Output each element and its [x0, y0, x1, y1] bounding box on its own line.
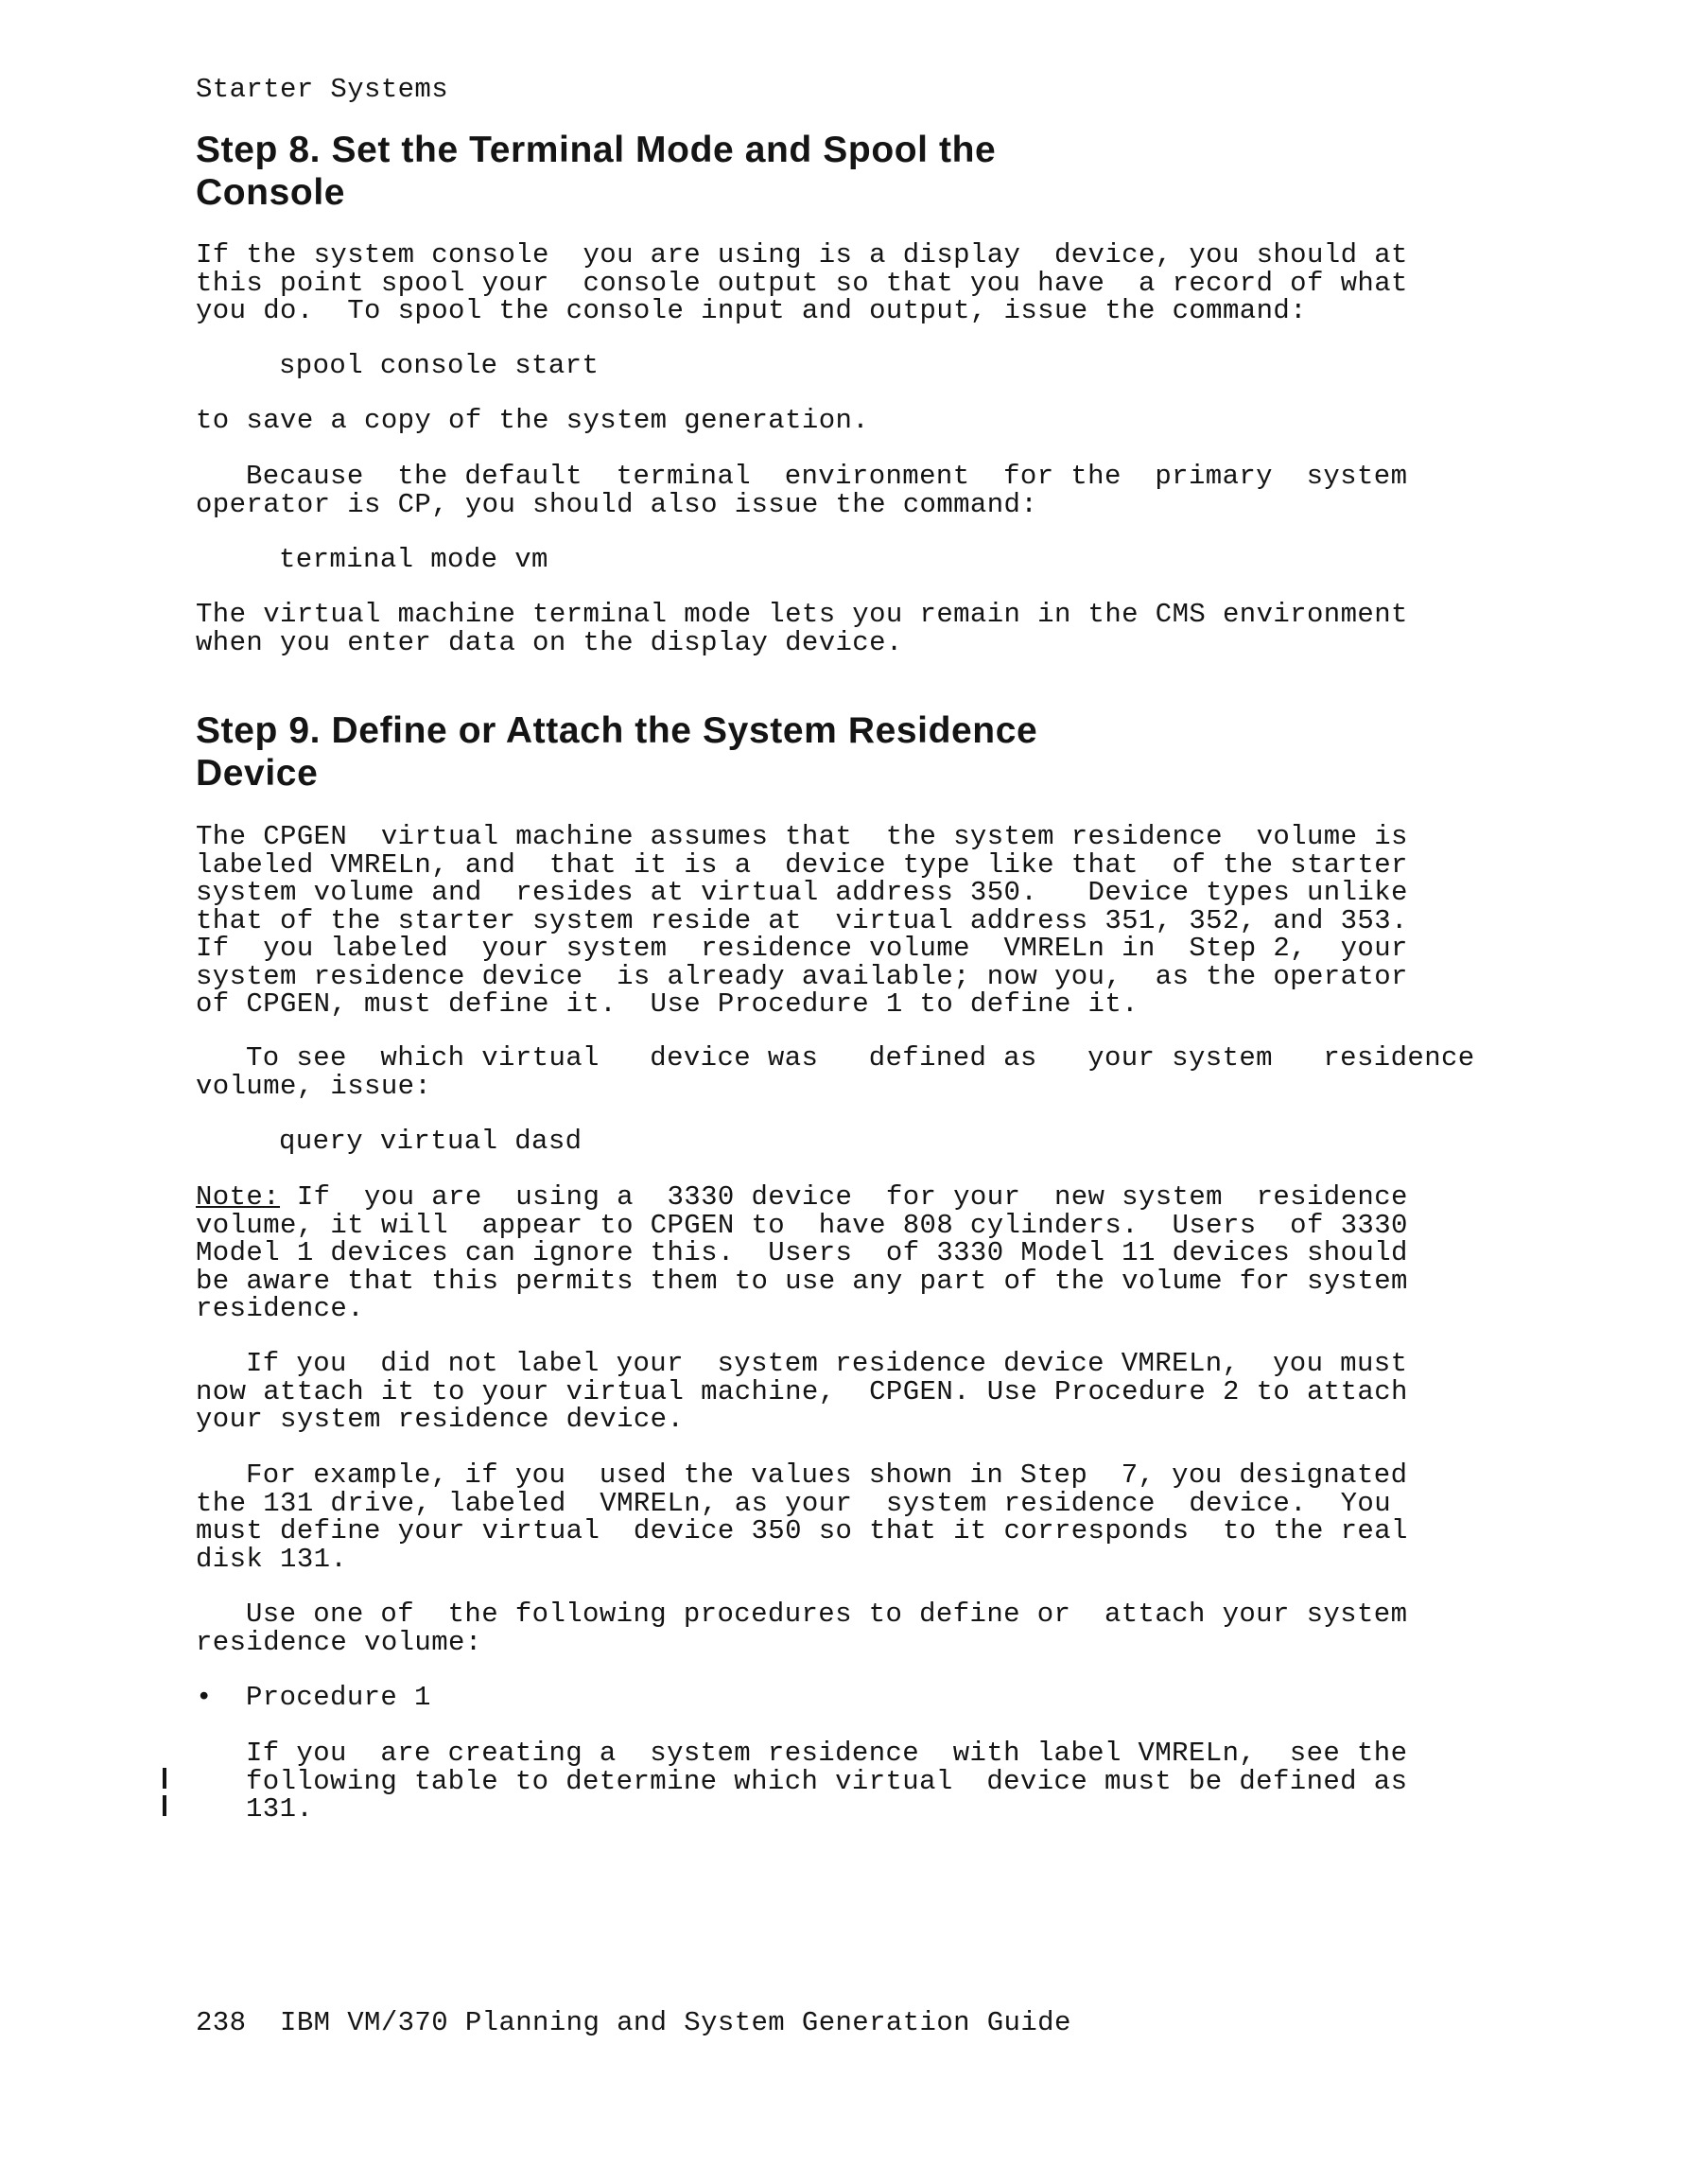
note-label: Note: [196, 1181, 281, 1213]
command-query-virtual-dasd: query virtual dasd [279, 1126, 583, 1157]
text-line: If you are creating a system residence with label VMRELn, see the [246, 1738, 1408, 1769]
text-line: If the system console you are using is a display device, you should at [196, 239, 1408, 271]
text-line: disk 131. [196, 1543, 348, 1575]
step8-heading-line2: Console [196, 172, 346, 213]
revision-bar [163, 1795, 166, 1816]
text-line: Model 1 devices can ignore this. Users of 3330 Model 11 devices should [196, 1237, 1408, 1268]
step9-paragraph-1 [196, 821, 1408, 1020]
list-item-label: Procedure 1 [246, 1682, 431, 1713]
bullet-icon: • [196, 1682, 213, 1713]
step8-heading [196, 129, 996, 214]
step9-paragraph-4 [196, 1459, 1408, 1575]
text-line: If you did not label your system residence device VMRELn, you must [246, 1348, 1408, 1379]
command-terminal-mode: terminal mode vm [279, 544, 548, 575]
text-line: following table to determine which virtual device must be defined as [246, 1765, 1408, 1797]
text-line: The CPGEN virtual machine assumes that the system residence volume is [196, 821, 1408, 852]
note-text: If you are using a 3330 device for your new system residence [280, 1181, 1408, 1213]
list-item [196, 1684, 431, 1712]
step8-paragraph-2 [196, 407, 1387, 435]
step8-heading-line1: Step 8. Set the Terminal Mode and Spool the [196, 130, 997, 170]
step8-paragraph-3 [196, 461, 1408, 520]
step9-paragraph-3 [196, 1348, 1408, 1435]
text-line: Use one of the following procedures to define or attach your system [246, 1599, 1408, 1630]
step9-paragraph-2 [196, 1042, 1475, 1102]
text-line: now attach it to your virtual machine, CPGEN. Use Procedure 2 to attach [196, 1375, 1408, 1407]
step9-heading-line2: Device [196, 753, 319, 794]
text-line: residence. [196, 1293, 365, 1324]
text-line: residence volume: [196, 1626, 482, 1658]
command-spool-console: spool console start [279, 350, 600, 381]
text-line: of CPGEN, must define it. Use Procedure 1 to define it. [196, 988, 1139, 1020]
text-line: system volume and resides at virtual address 350. Device types unlike [196, 877, 1408, 908]
text-line: must define your virtual device 350 so that it corresponds to the real [196, 1515, 1408, 1546]
text-line: your system residence device. [196, 1404, 685, 1435]
text-line: volume, it will appear to CPGEN to have 808 cylinders. Users of 3330 [196, 1209, 1408, 1241]
text-line: this point spool your console output so that you have a record of what [196, 267, 1408, 299]
text-line [196, 1181, 1408, 1213]
text-line: to save a copy of the system generation. [196, 405, 870, 436]
text-line: Because the default terminal environment for the primary system [246, 461, 1408, 492]
procedure1-paragraph [246, 1738, 1408, 1825]
step9-paragraph-5 [196, 1599, 1408, 1658]
running-head: Starter Systems [196, 74, 449, 105]
page-footer: 238 IBM VM/370 Planning and System Generation Guide [196, 2007, 1071, 2038]
text-line: that of the starter system reside at virtual address 351, 352, and 353. [196, 904, 1408, 936]
text-line: the 131 drive, labeled VMRELn, as your system residence device. You [196, 1487, 1392, 1519]
text-line: The virtual machine terminal mode lets you remain in the CMS environment [196, 599, 1408, 630]
text-line: labeled VMRELn, and that it is a device type like that of the starter [196, 848, 1408, 881]
text-line: 131. [246, 1793, 314, 1825]
text-line: when you enter data on the display device. [196, 626, 903, 658]
text-line: operator is CP, you should also issue the command: [196, 488, 1038, 520]
note-paragraph [196, 1181, 1408, 1324]
step9-heading [196, 709, 1037, 795]
text-line: If you labeled your system residence volume VMRELn in Step 2, your [196, 933, 1408, 964]
text-line: To see which virtual device was defined as your system residence [246, 1042, 1475, 1074]
step8-paragraph-1 [196, 239, 1408, 326]
text-line: For example, if you used the values shown in Step 7, you designated [246, 1459, 1408, 1491]
step9-heading-line1: Step 9. Define or Attach the System Residence [196, 710, 1038, 751]
step8-paragraph-4 [196, 599, 1408, 658]
revision-bar [163, 1768, 166, 1789]
text-line: be aware that this permits them to use any part of the volume for system [196, 1265, 1408, 1297]
text-line: volume, issue: [196, 1070, 432, 1102]
text-line: system residence device is already available; now you, as the operator [196, 960, 1408, 992]
text-line: you do. To spool the console input and output, issue the command: [196, 295, 1307, 326]
